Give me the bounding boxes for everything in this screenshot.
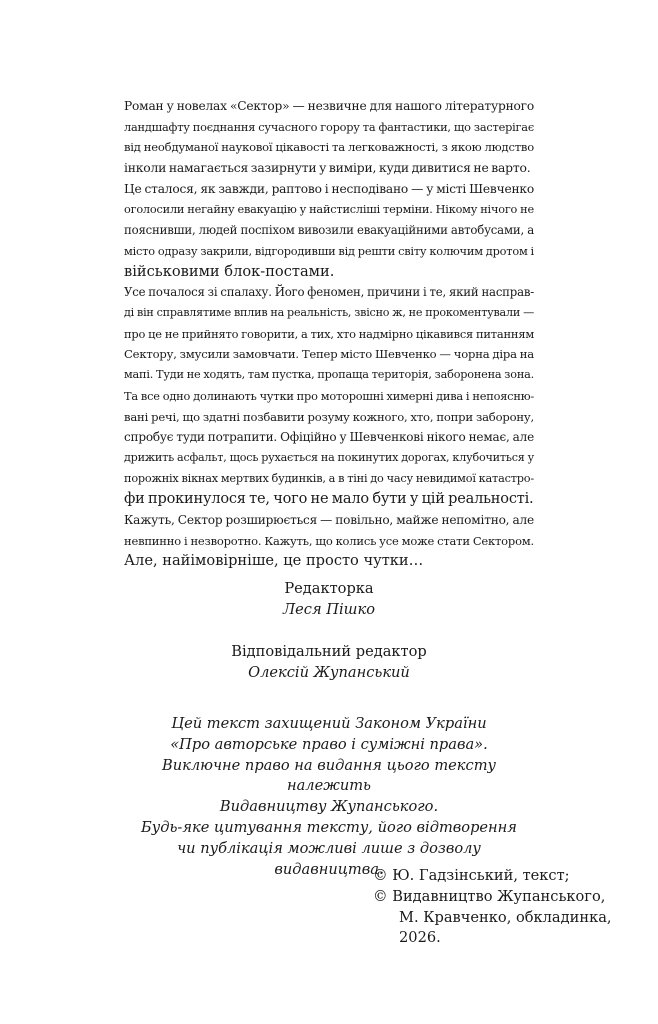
legal-line: Видавництву Жупанського. [219,798,439,816]
annotation-line: ландшафту поєднання сучасного горору та фантастики, що застерігає [124,119,534,134]
annotation-line: місто одразу закрили, відгородивши від решти світу колючим дротом і [124,243,534,258]
annotation-line: інколи намагається зазирнути у виміри, куди дивитися не варто. [124,161,531,176]
legal-line: «Про авторське право і суміжні права». [170,735,488,753]
annotation-line: мапі. Туди не ходять, там пустка, пропаща територія, заборонена зона. [124,368,534,382]
legal-line: Виключне право на видання цього тексту належить [161,756,496,795]
copyright-line: © Ю. Гадзінський, текст; [373,867,570,884]
annotation-line: Та все одно долинають чутки про моторошні химерні дива і непоясню- [124,388,534,403]
annotation-line: ді він справлятиме вплив на реальність, звісно ж, не прокоментували — [124,306,534,320]
legal-line: Цей текст захищений Законом України [171,715,487,732]
annotation-line: вані речі, що здатні позбавити розуму кожного, хто, попри заборону, [124,409,534,424]
annotation-line: Але, найімовірніше, це просто чутки… [124,552,424,570]
annotation-line: дрижить асфальт, щось рухається на покинутих дорогах, клубочиться у [124,450,534,464]
annotation-line: про це не прийнято говорити, а тих, хто надмірно цікавився питанням [124,326,534,341]
annotation-line: порожніх вікнах мертвих будинків, а в тіні до часу невидимої катастро- [124,471,534,485]
annotation-line: фи прокинулося те, чого не мало бути у цій реальності. [124,491,534,508]
annotation-line: від необдуманої наукової цікавості та легковажності, з якою людство [124,140,534,155]
legal-line: Будь-яке цитування тексту, його відтворення [141,818,517,836]
copyright-line: © Видавництво Жупанського, [373,887,606,905]
annotation-line: Усе почалося зі спалаху. Його феномен, причини і те, який насправ- [124,285,534,300]
editor-credit [124,578,534,620]
chief-editor-role: Відповідальний редактор [231,643,427,660]
legal-line: чи публікація можливі лише з дозволу видавництва. [177,839,481,878]
annotation-line: Роман у новелах «Сектор» — незвичне для нашого літературного [124,99,534,113]
copyright-line: 2026. [399,929,441,947]
annotation-line: спробує туди потрапити. Офіційно у Шевченкові нікого немає, але [124,430,534,445]
annotation-line: оголосили негайну евакуацію у найстисліші терміни. Нікому нічого не [124,202,534,216]
annotation-line: невпинно і незворотно. Кажуть, що колись усе може стати Сектором. [124,533,534,548]
annotation-line: Кажуть, Сектор розширюється — повільно, майже непомітно, але [124,513,534,528]
copyright-notice [124,714,534,880]
copyright-line: М. Кравченко, обкладинка, [399,908,612,926]
editor-name: Леся Пішко [282,601,375,618]
annotation-line: Сектору, змусили замовчати. Тепер місто Шевченко — чорна діра на [124,347,534,362]
annotation-line: військовими блок-постами. [124,262,335,280]
annotation-line: Це сталося, як завжди, раптово і несподівано — у місті Шевченко [124,181,534,196]
book-annotation [124,96,534,572]
annotation-line: пояснивши, людей поспіхом вивозили евакуаційними автобусами, а [124,223,534,238]
chief-editor-name: Олексій Жупанський [248,664,410,681]
chief-editor-credit [124,641,534,683]
editor-role: Редакторка [284,580,374,597]
copyright-holders [373,866,633,949]
